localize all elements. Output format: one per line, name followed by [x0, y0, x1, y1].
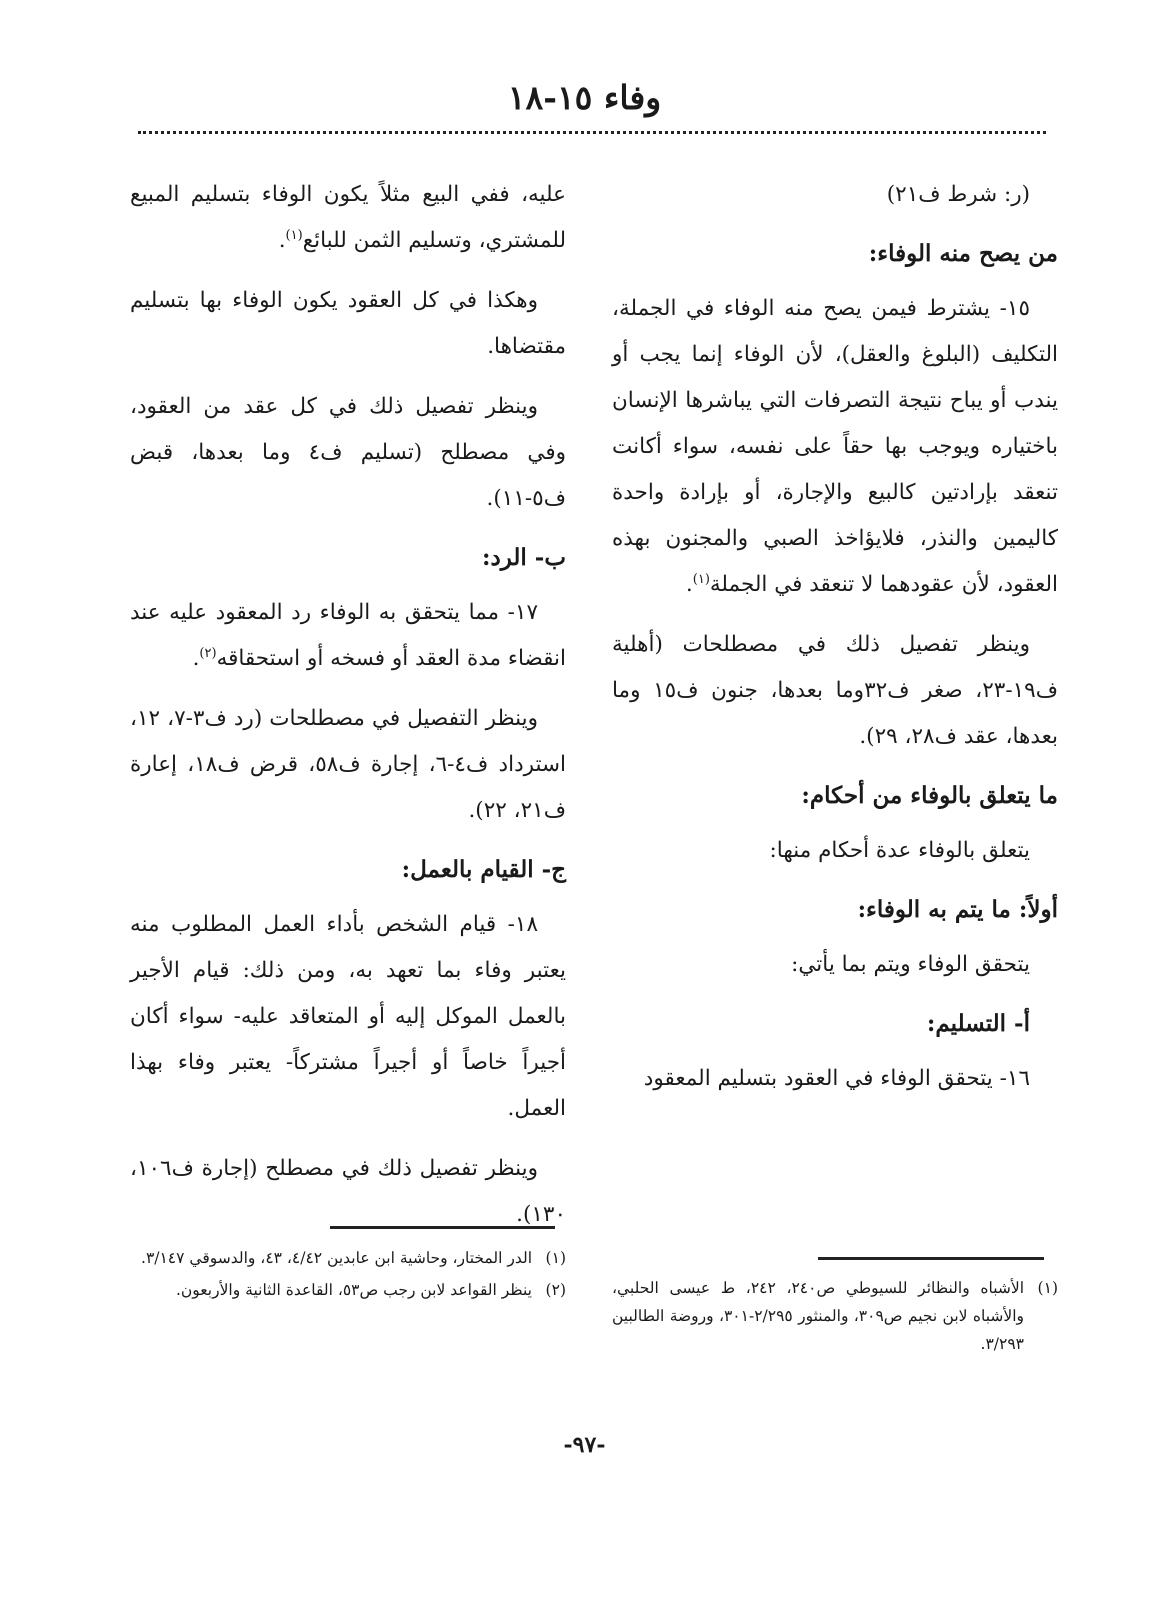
footnote-left-2	[130, 1276, 566, 1304]
footnote-text: الدر المختار، وحاشية ابن عابدين ٤/٤٢، ٤٣، والدسوقي ٣/١٤٧.	[141, 1249, 532, 1267]
footnote-right-1	[612, 1274, 1058, 1358]
footnote-text: ينظر القواعد لابن رجب ص٥٣، القاعدة الثانية والأربعون.	[175, 1281, 532, 1299]
footnote-number: (٢)	[545, 1281, 566, 1299]
page-number: -٩٧-	[563, 1432, 606, 1458]
footnote-rule-left	[330, 1226, 555, 1229]
footnotes-right	[612, 1274, 1058, 1362]
paragraph-15-reference: وينظر تفصيل ذلك في مصطلحات (أهلية ف١٩-٢٣، صغر ف٣٢وما بعدها، جنون ف١٥ وما بعدها، عقد ف٢٨، ٢٩).	[612, 632, 1058, 749]
paragraph-18-reference: وينظر تفصيل ذلك في مصطلح (إجارة ف١٠٦، ١٣٠).	[130, 1156, 566, 1227]
paragraph-16-b: وهكذا في كل العقود يكون الوفاء بها بتسليم مقتضاها.	[130, 288, 566, 359]
footnote-marker: (١)	[285, 227, 303, 243]
footnote-number: (١)	[545, 1249, 566, 1267]
footnote-marker: (١)	[692, 571, 710, 587]
paragraph-17-end: .	[192, 646, 200, 671]
header-dotted-rule	[138, 131, 1046, 134]
footnote-left-1	[130, 1244, 566, 1272]
paragraph-16-text: عليه، ففي البيع مثلاً يكون الوفاء بتسليم المبيع للمشتري، وتسليم الثمن للبائع	[130, 182, 566, 253]
paragraph-15	[612, 286, 1058, 608]
rulings-intro: يتعلق بالوفاء عدة أحكام منها:	[769, 838, 1030, 863]
paragraph-16-reference: وينظر تفصيل ذلك في كل عقد من العقود، وفي مصطلح (تسليم ف٤ وما بعدها، قبض ف٥-١١).	[130, 394, 566, 511]
paragraph-16-end: .	[278, 228, 286, 253]
page-header-title: وفاء ١٥-١٨	[507, 78, 662, 117]
paragraph-17-reference: وينظر التفصيل في مصطلحات (رد ف٣-٧، ١٢، استرداد ف٤-٦، إجارة ف٥٨، قرض ف١٨، إعارة ف٢١، ٢٢).	[130, 706, 566, 823]
footnote-text: الأشباه والنظائر للسيوطي ص٢٤٠، ٢٤٢، ط عيسى الحلبي، والأشباه لابن نجيم ص٣٠٩، والمنثور ٢/٢٩٥-٣٠١، وروضة الطالبين ٣/٢٩٣.	[612, 1279, 1025, 1353]
first-intro: يتحقق الوفاء ويتم بما يأتي:	[791, 952, 1030, 977]
paragraph-15-text: ١٥- يشترط فيمن يصح منه الوفاء في الجملة، التكليف (البلوغ والعقل)، لأن الوفاء إنما يجب أو يندب أو يباح نتيجة التصرفات التي يباشرها الإنسان باختياره ويوجب بها حقاً على نفسه، سواء أكانت تنعقد بإرادتين كالبيع والإجارة، أو بإرادة واحدة كاليمين والنذر، فلايؤاخذ الصبي والمجنون بهذه العقود، لأن عقودهما لا تنعقد في الجملة	[612, 296, 1058, 597]
footnote-rule-right	[818, 1257, 1044, 1260]
cross-reference: (ر: شرط ف٢١)	[886, 182, 1030, 207]
footnote-marker: (٢)	[199, 645, 217, 661]
heading-who-can-fulfill: من يصح منه الوفاء:	[868, 240, 1058, 267]
heading-a-delivery: أ- التسليم:	[926, 1010, 1030, 1037]
paragraph-16-continued	[130, 172, 566, 264]
heading-b-return: ب- الرد:	[481, 544, 566, 571]
paragraph-18: ١٨- قيام الشخص بأداء العمل المطلوب منه يعتبر وفاء بما تعهد به، ومن ذلك: قيام الأجير بالعمل الموكل إليه أو المتعاقد عليه- سواء أكان أجيراً خاصاً أو أجيراً مشتركاً- يعتبر وفاء بهذا العمل.	[130, 912, 566, 1121]
paragraph-17-text: ١٧- مما يتحقق به الوفاء رد المعقود عليه عند انقضاء مدة العقد أو فسخه أو استحقاقه	[130, 600, 566, 671]
right-column	[612, 172, 1058, 1116]
left-column	[130, 172, 566, 1252]
heading-first: أولاً: ما يتم به الوفاء:	[857, 896, 1058, 923]
footnote-number: (١)	[1037, 1279, 1058, 1297]
footnotes-left	[130, 1244, 566, 1308]
paragraph-15-end: .	[685, 572, 693, 597]
heading-c-work: ج- القيام بالعمل:	[401, 856, 566, 883]
paragraph-17	[130, 590, 566, 682]
heading-rulings: ما يتعلق بالوفاء من أحكام:	[801, 782, 1058, 809]
paragraph-16-start: ١٦- يتحقق الوفاء في العقود بتسليم المعقود	[643, 1066, 1030, 1091]
